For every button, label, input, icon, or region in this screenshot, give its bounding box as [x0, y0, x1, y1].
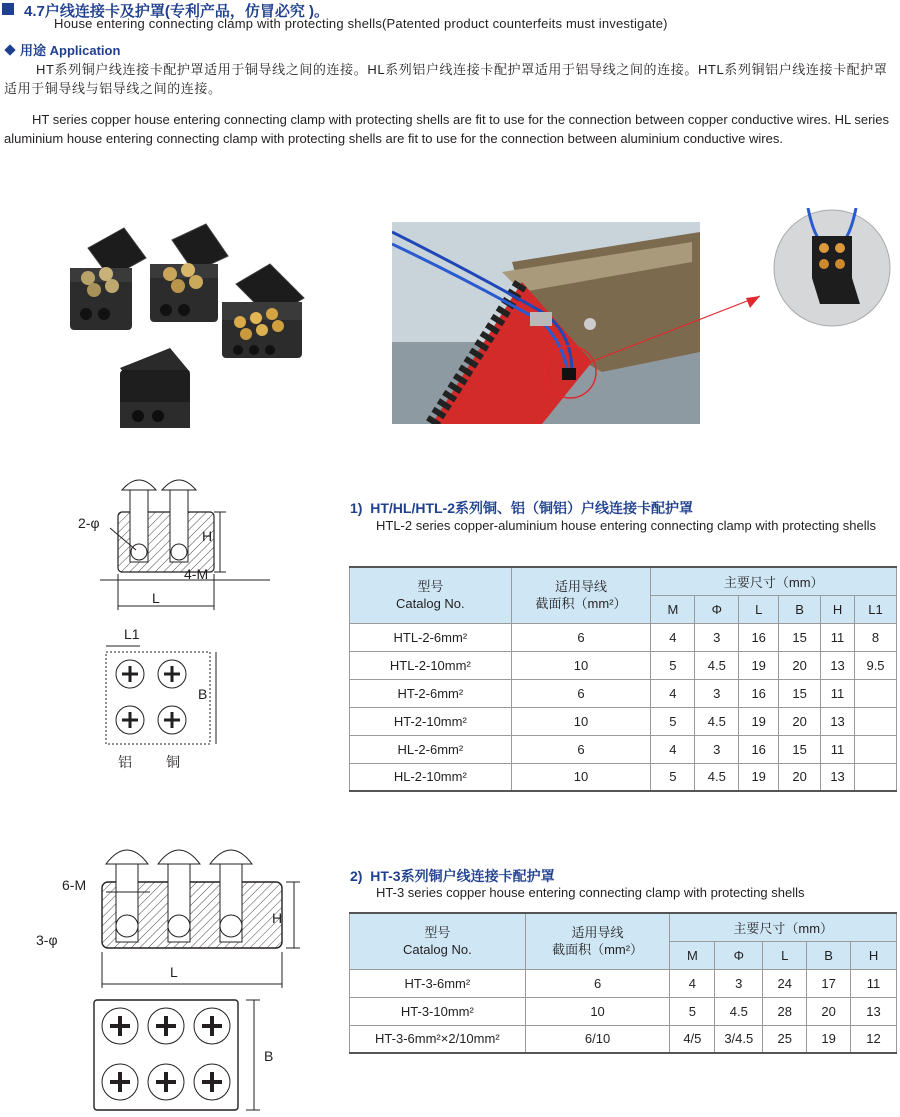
table-row	[350, 679, 897, 707]
table1-model-header-en: Catalog No.	[396, 596, 465, 612]
table1-cell-area: 10	[511, 763, 651, 791]
section2-heading	[350, 866, 555, 886]
table2-area-header-unit: 截面积（mm²）	[552, 942, 644, 958]
application-heading	[4, 40, 120, 59]
table2-cell-l: 25	[763, 1025, 807, 1053]
table2-col-m: M	[670, 941, 715, 969]
table-row	[350, 735, 897, 763]
table2-area-header	[525, 913, 670, 969]
table2-cell-phi: 3	[715, 969, 763, 997]
table1-cell-h: 11	[821, 679, 855, 707]
clamp-3-way-copper	[222, 264, 304, 358]
table2-model-header	[350, 913, 526, 969]
table1-col-m: M	[651, 595, 695, 623]
table2-cell-m: 5	[670, 997, 715, 1025]
table1-cell-h: 11	[821, 735, 855, 763]
table2-cell-phi: 4.5	[715, 997, 763, 1025]
table1-area-header-unit: 截面积（mm²）	[535, 596, 627, 612]
table1-cell-m: 4	[651, 735, 695, 763]
drawing1-hole-label: 2-φ	[78, 515, 100, 531]
table1-cell-phi: 4.5	[695, 707, 739, 735]
table2-cell-area: 6/10	[525, 1025, 670, 1053]
table2-col-l: L	[763, 941, 807, 969]
table1-cell-model: HL-2-6mm²	[350, 735, 512, 763]
table2-cell-b: 20	[807, 997, 851, 1025]
table2-cell-model: HT-3-6mm²	[350, 969, 526, 997]
table2-cell-l: 24	[763, 969, 807, 997]
table2-cell-b: 19	[807, 1025, 851, 1053]
table-row	[350, 651, 897, 679]
table2-cell-model: HT-3-10mm²	[350, 997, 526, 1025]
table1-cell-b: 20	[779, 707, 821, 735]
drawing1-width-label: B	[198, 686, 208, 702]
table1-cell-l1: 9.5	[855, 651, 897, 679]
table1-cell-model: HTL-2-6mm²	[350, 623, 512, 651]
table1-cell-area: 10	[511, 651, 651, 679]
table-row	[350, 969, 897, 997]
diamond-bullet-icon	[4, 44, 15, 55]
table1-cell-h: 13	[821, 651, 855, 679]
table1-cell-phi: 4.5	[695, 651, 739, 679]
table1-col-l1: L1	[855, 595, 897, 623]
table2-cell-b: 17	[807, 969, 851, 997]
section2-subtitle: HT-3 series copper house entering connecting clamp with protecting shells	[376, 885, 805, 900]
drawing2-height-label: H	[272, 910, 283, 926]
table1-cell-h: 11	[821, 623, 855, 651]
clamp-closed	[120, 348, 190, 428]
section1-number: 1)	[350, 500, 363, 516]
table1-cell-model: HT-2-6mm²	[350, 679, 512, 707]
table2-cell-model: HT-3-6mm²×2/10mm²	[350, 1025, 526, 1053]
table2-dims-header: 主要尺寸（mm）	[670, 913, 897, 941]
detail-zoom-photo	[772, 208, 892, 328]
table1-cell-h: 13	[821, 763, 855, 791]
table1-dims-header: 主要尺寸（mm）	[651, 567, 897, 595]
drawing-2way-side	[70, 470, 280, 610]
clamp-products-photo	[60, 218, 320, 438]
table1-cell-model: HL-2-10mm²	[350, 763, 512, 791]
table1-cell-l: 16	[739, 679, 779, 707]
table1-cell-l1: 8	[855, 623, 897, 651]
section2-spec-table	[349, 912, 897, 1054]
application-text-en: HT series copper house entering connecting clamp with protecting shells are fit to use for the connection between copper conductive wires. HL series aluminium house entering connecting clamp with protecting shells are fit to use for the connection between aluminium conductive wires.	[4, 112, 890, 146]
table1-cell-l1	[855, 679, 897, 707]
table2-cell-m: 4/5	[670, 1025, 715, 1053]
table1-col-b: B	[779, 595, 821, 623]
table1-col-h: H	[821, 595, 855, 623]
table1-col-phi: Φ	[695, 595, 739, 623]
table1-cell-l1	[855, 763, 897, 791]
table1-cell-phi: 3	[695, 735, 739, 763]
drawing2-width-label: B	[264, 1048, 274, 1064]
table1-cell-area: 10	[511, 707, 651, 735]
table1-cell-b: 20	[779, 651, 821, 679]
table2-model-header-en: Catalog No.	[403, 942, 472, 958]
table-row	[350, 623, 897, 651]
table1-cell-area: 6	[511, 623, 651, 651]
table1-cell-m: 4	[651, 679, 695, 707]
drawing1-pitch-label: L1	[124, 626, 140, 642]
section1-heading	[350, 498, 693, 518]
drawing1-al-label: 铝	[118, 754, 132, 770]
table1-cell-m: 4	[651, 623, 695, 651]
table1-cell-area: 6	[511, 679, 651, 707]
table1-cell-m: 5	[651, 707, 695, 735]
table1-area-header-cn: 适用导线	[555, 579, 608, 595]
table2-cell-m: 4	[670, 969, 715, 997]
table1-cell-l: 19	[739, 651, 779, 679]
drawing1-cu-label: 铜	[166, 754, 180, 770]
table1-cell-b: 15	[779, 679, 821, 707]
table2-cell-l: 28	[763, 997, 807, 1025]
table-row	[350, 707, 897, 735]
page-title: 4.7户线连接卡及护罩(专利产品，仿冒必究 )。	[24, 3, 330, 20]
table1-cell-b: 15	[779, 735, 821, 763]
table1-cell-l: 19	[739, 707, 779, 735]
clamp-2-way-open	[70, 228, 146, 330]
section2-title: HT-3系列铜户线连接卡配护罩	[370, 868, 555, 884]
table1-cell-phi: 3	[695, 623, 739, 651]
table1-col-l: L	[739, 595, 779, 623]
table1-cell-phi: 4.5	[695, 763, 739, 791]
title-bullet-icon	[2, 3, 14, 15]
table1-cell-l: 16	[739, 735, 779, 763]
section2-number: 2)	[350, 868, 363, 884]
section1-title: HT/HL/HTL-2系列铜、铝（铜铝）户线连接卡配护罩	[370, 500, 693, 516]
table2-cell-phi: 3/4.5	[715, 1025, 763, 1053]
table1-cell-area: 6	[511, 735, 651, 763]
detail-arrow	[560, 270, 790, 380]
table2-cell-area: 6	[525, 969, 670, 997]
table-row	[350, 763, 897, 791]
table1-cell-model: HT-2-10mm²	[350, 707, 512, 735]
table1-model-header	[350, 567, 512, 623]
drawing2-hole-label: 3-φ	[36, 932, 58, 948]
drawing-3way-top	[90, 996, 290, 1114]
table2-area-header-cn: 适用导线	[571, 925, 624, 941]
table1-cell-m: 5	[651, 763, 695, 791]
table2-model-header-cn: 型号	[424, 925, 451, 941]
table1-cell-l1	[855, 735, 897, 763]
table1-area-header	[511, 567, 651, 623]
drawing1-height-label: H	[202, 528, 213, 544]
application-heading-text: 用途 Application	[20, 43, 121, 58]
table2-cell-h: 11	[851, 969, 897, 997]
table1-cell-h: 13	[821, 707, 855, 735]
drawing1-length-label: L	[152, 590, 160, 606]
table1-cell-model: HTL-2-10mm²	[350, 651, 512, 679]
drawing1-screw-label: 4-M	[184, 566, 209, 582]
table1-model-header-cn: 型号	[417, 579, 444, 595]
page-subtitle: House entering connecting clamp with protecting shells(Patented product counterfeits must investigate)	[54, 16, 668, 31]
table1-cell-phi: 3	[695, 679, 739, 707]
table1-cell-m: 5	[651, 651, 695, 679]
drawing-2way-top	[100, 640, 230, 750]
drawing2-length-label: L	[170, 964, 178, 980]
table1-cell-l: 19	[739, 763, 779, 791]
table2-cell-h: 12	[851, 1025, 897, 1053]
table-row	[350, 997, 897, 1025]
section1-spec-table	[349, 566, 897, 792]
drawing2-screw-label: 6-M	[62, 877, 87, 893]
table1-cell-b: 20	[779, 763, 821, 791]
table-row	[350, 1025, 897, 1053]
table2-cell-h: 13	[851, 997, 897, 1025]
table2-cell-area: 10	[525, 997, 670, 1025]
section1-subtitle: HTL-2 series copper-aluminium house entering connecting clamp with protecting shells	[376, 518, 877, 533]
page-header	[0, 0, 900, 31]
table2-col-phi: Φ	[715, 941, 763, 969]
table1-cell-b: 15	[779, 623, 821, 651]
table2-col-b: B	[807, 941, 851, 969]
clamp-2-way-copper	[150, 224, 228, 322]
table1-cell-l1	[855, 707, 897, 735]
table2-col-h: H	[851, 941, 897, 969]
application-text-cn: HT系列铜户线连接卡配护罩适用于铜导线之间的连接。HL系列铝户线连接卡配护罩适用于铝导线之间的连接。HTL系列铜铝户线连接卡配护罩适用于铜导线与铝导线之间的连接。	[4, 62, 888, 96]
table1-cell-l: 16	[739, 623, 779, 651]
